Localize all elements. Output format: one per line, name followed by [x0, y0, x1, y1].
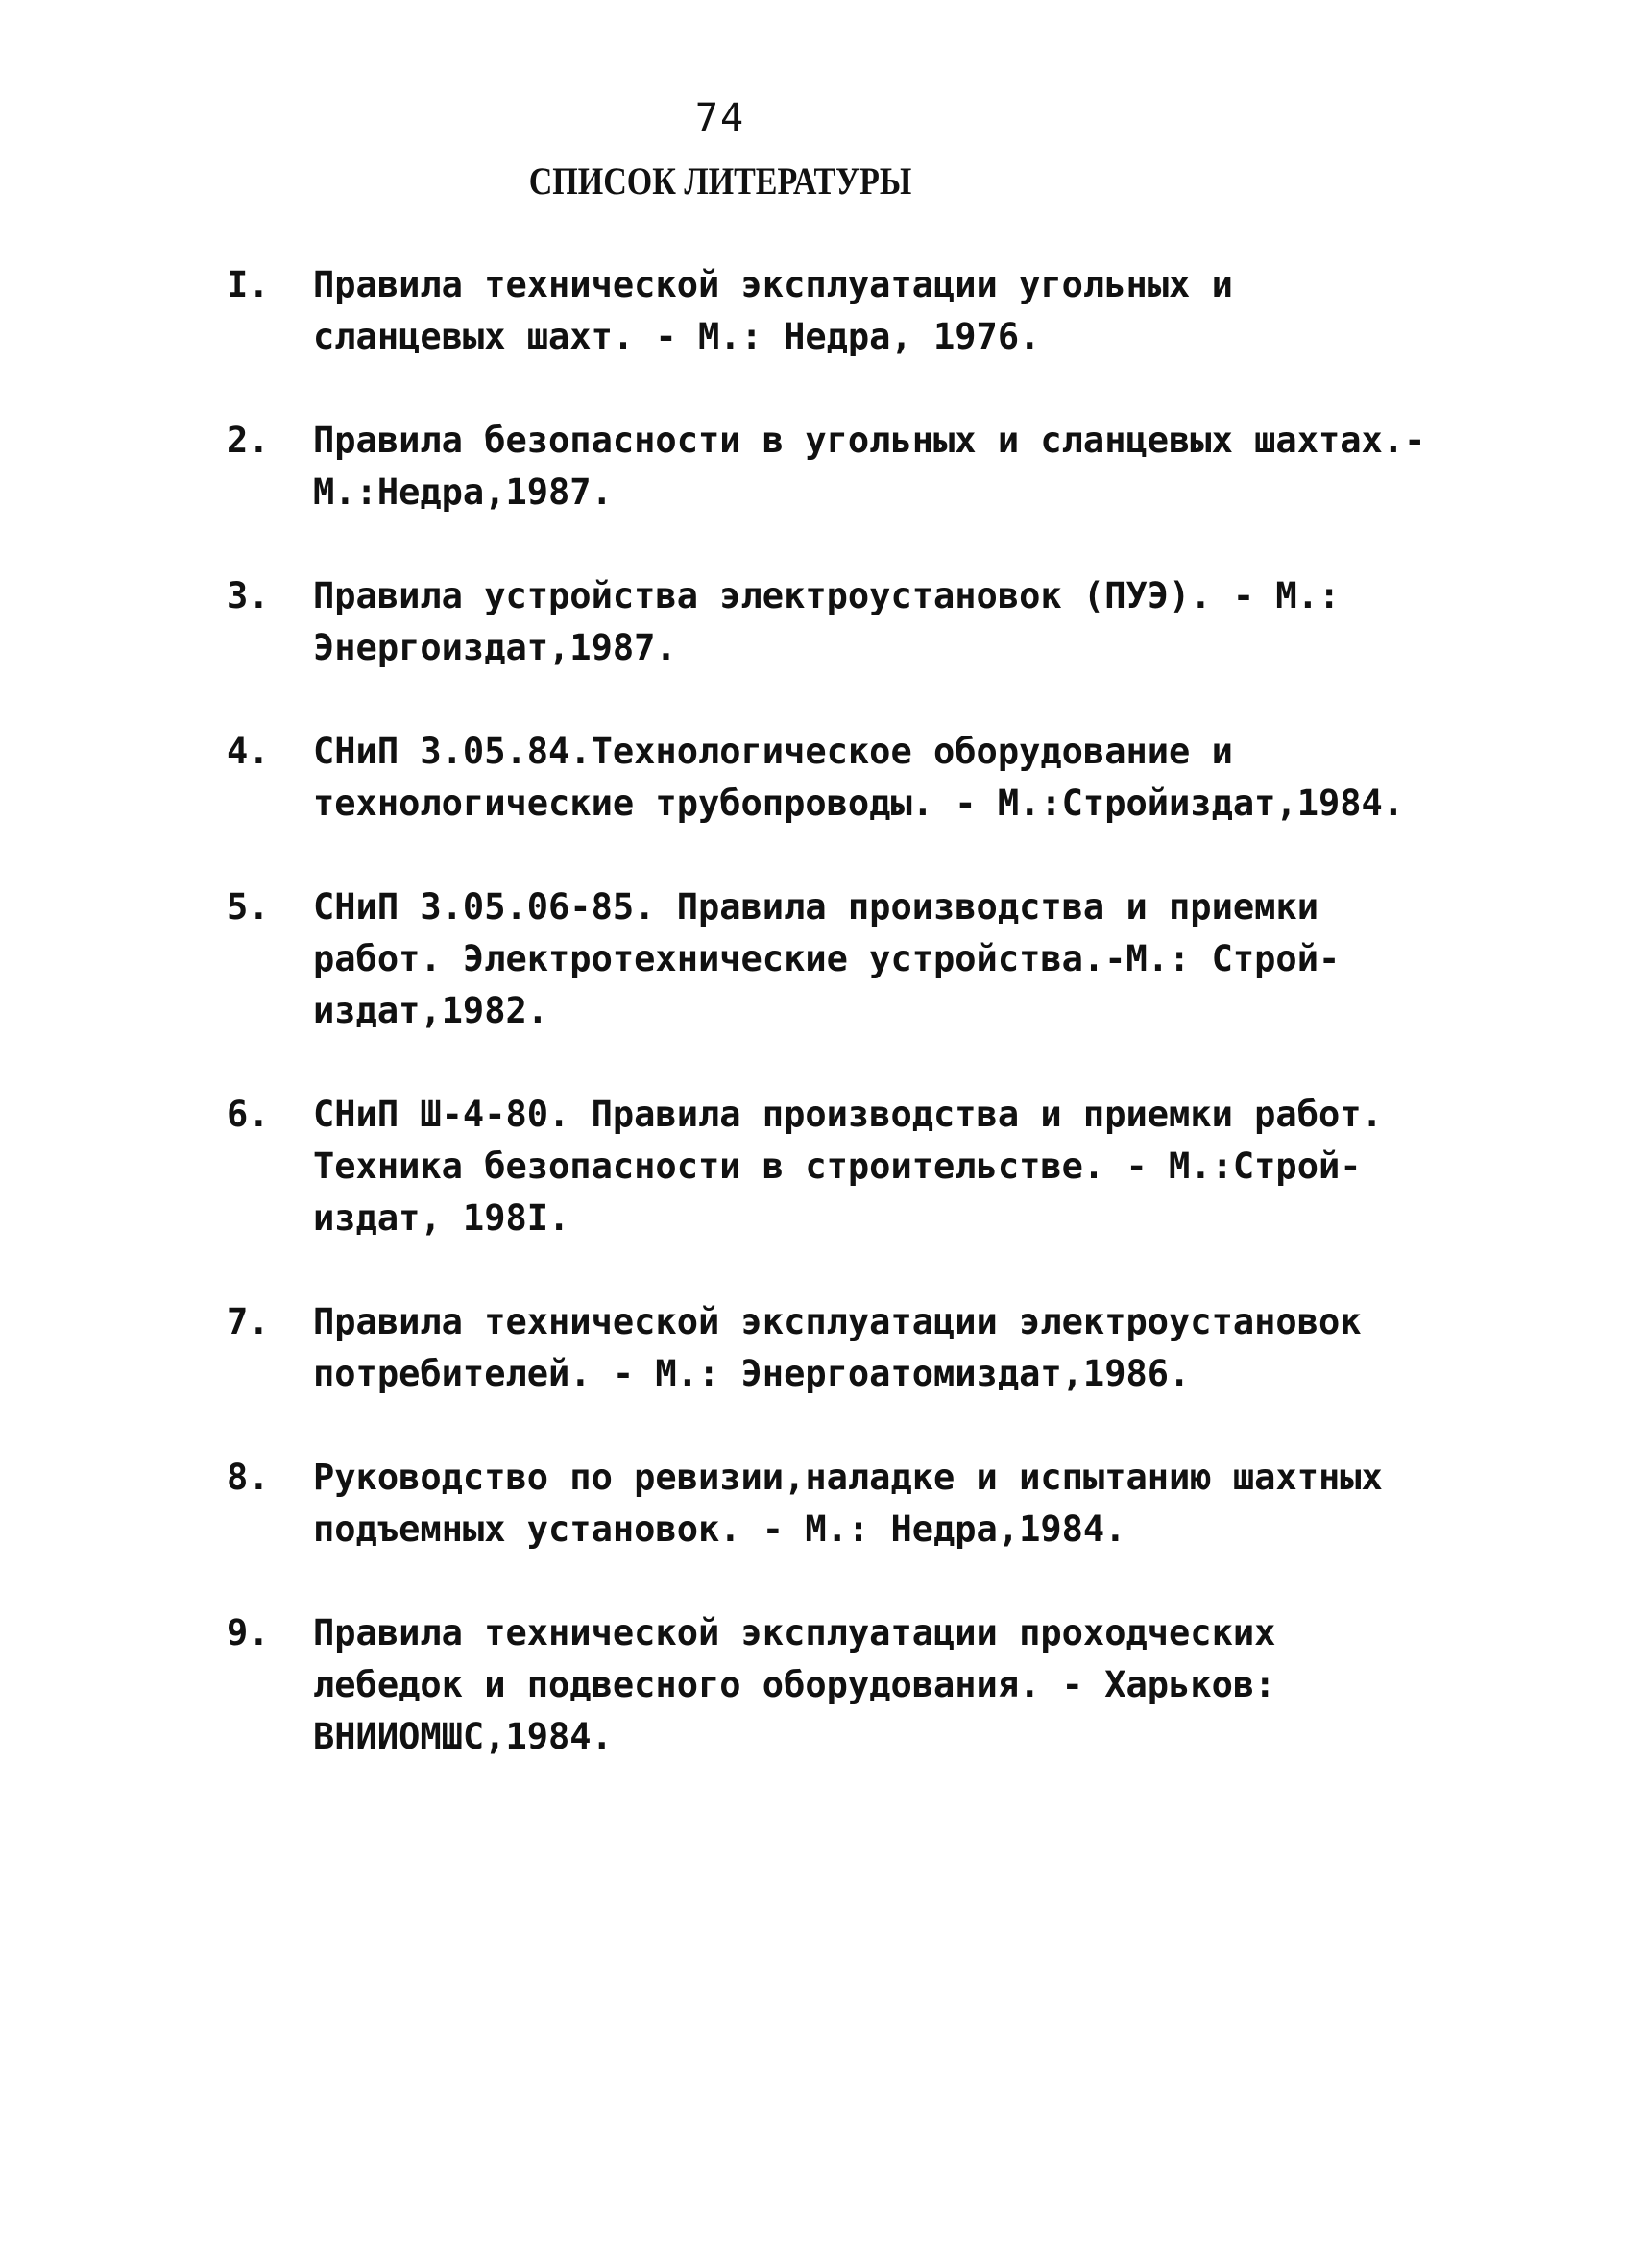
reference-text-line: М.:Недра,1987. [313, 471, 613, 513]
page-number: 74 [694, 96, 746, 140]
reference-item [206, 1452, 1454, 1556]
reference-text-line: лебедок и подвесного оборудования. - Харьков: [313, 1664, 1276, 1705]
reference-text-line: Правила безопасности в угольных и сланцевых шахтах.- [313, 420, 1426, 461]
reference-number: 9. [227, 1612, 270, 1653]
reference-list [206, 259, 1454, 1815]
reference-text-line: подъемных установок. - М.: Недра,1984. [313, 1508, 1126, 1550]
reference-text-line: СНиП 3.05.84.Технологическое оборудование и [313, 731, 1233, 772]
reference-number: I. [227, 264, 270, 305]
reference-text-line: Правила устройства электроустановок (ПУЭ). - М.: [313, 575, 1341, 616]
reference-text-line: технологические трубопроводы. - М.:Стройиздат,1984. [313, 783, 1405, 824]
reference-item [206, 570, 1454, 674]
reference-text-line: Техника безопасности в строительстве. - М.:Строй- [313, 1146, 1362, 1187]
reference-number: 4. [227, 731, 270, 772]
reference-number: 6. [227, 1094, 270, 1135]
reference-text-line: Энергоиздат,1987. [313, 627, 677, 668]
reference-number: 2. [227, 420, 270, 461]
reference-text-line: Руководство по ревизии,наладке и испытанию шахтных [313, 1457, 1383, 1498]
reference-text-line: работ. Электротехнические устройства.-М.: Строй- [313, 938, 1341, 979]
reference-number: 3. [227, 575, 270, 616]
reference-item [206, 881, 1454, 1037]
reference-item [206, 1089, 1454, 1244]
reference-number: 7. [227, 1301, 270, 1342]
reference-text-line: издат,1982. [313, 990, 549, 1031]
reference-item [206, 259, 1454, 363]
page-title: СПИСОК ЛИТЕРАТУРЫ [528, 159, 912, 203]
reference-text-line: ВНИИОМШС,1984. [313, 1716, 613, 1757]
reference-text-line: Правила технической эксплуатации проходческих [313, 1612, 1276, 1653]
reference-item [206, 415, 1454, 519]
reference-number: 8. [227, 1457, 270, 1498]
reference-text-line: Правила технической эксплуатации электроустановок [313, 1301, 1362, 1342]
reference-item [206, 726, 1454, 830]
reference-text-line: СНиП Ш-4-80. Правила производства и приемки работ. [313, 1094, 1383, 1135]
reference-item [206, 1296, 1454, 1400]
reference-text-line: сланцевых шахт. - М.: Недра, 1976. [313, 316, 1041, 357]
reference-number: 5. [227, 886, 270, 928]
reference-text-line: Правила технической эксплуатации угольных и [313, 264, 1233, 305]
reference-text-line: потребителей. - М.: Энергоатомиздат,1986. [313, 1353, 1191, 1394]
reference-text-line: издат, 198I. [313, 1197, 570, 1239]
reference-item [206, 1607, 1454, 1763]
reference-text-line: СНиП 3.05.06-85. Правила производства и приемки [313, 886, 1318, 928]
